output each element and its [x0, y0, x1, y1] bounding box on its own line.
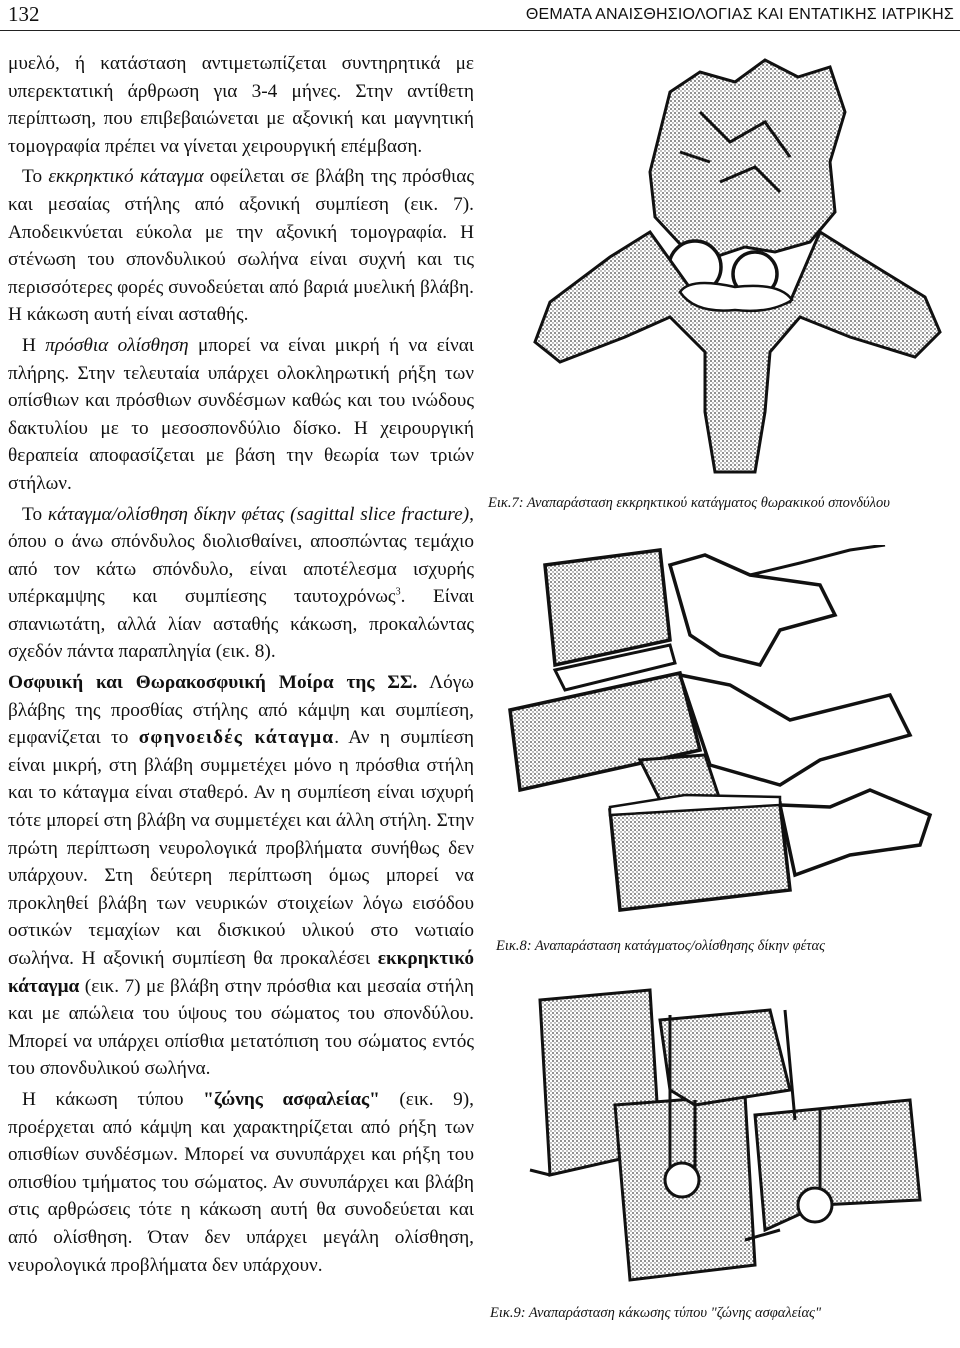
term-anterior-slip: πρόσθια ολίσθηση	[45, 334, 189, 356]
figure-7-caption: Εικ.7: Αναπαράσταση εκκρηκτικού κατάγματος θωρακικού σπονδύλου	[488, 495, 890, 511]
paragraph-lumbar: Οσφυική και Θωρακοσφυική Μοίρα της ΣΣ. Λόγω βλάβης της προσθίας στήλης από κάμψη και συμπίεση, εμφανίζεται το σφηνοειδές κάταγμα. Αν η συμπίεση είναι μικρή, στη βλάβη συμμετέχει μόνο η πρόσθια στήλη και το κάταγμα είναι σταθερό. Αν η συμπίεση είναι ισχυρή τότε μπορεί στη βλάβη να συμμετέχει και άλλη στήλη. Στην πρώτη περίπτωση νευρολογικά προβλήματα συνήθως δεν υπάρχουν. Στη δεύτερη περίπτωση όμως μπορεί να προκληθεί βλάβη των νευρικών στοιχείων λόγω εισόδου οστικών τεμαχίων και δισκικού υλικού στο νωτιαίο σωλήνα. Η αξονική συμπίεση θα προκαλέσει εκκρηκτικό κάταγμα (εικ. 7) με βλάβη στην πρόσθια και μεσαία στήλη και με απώλεια του ύψους του σώματος του σπονδύλου. Μπορεί να υπάρχει οπίσθια μετατόπιση του σώματος εντός του σπονδυλικού σωλήνα.	[8, 672, 475, 1080]
slice-fracture-drawing	[490, 545, 940, 930]
paragraph-slice-fracture: Το κάταγμα/ολίσθηση δίκην φέτας (sagittal slice fracture), όπου ο άνω σπόνδυλος διολισθαίνει, αποσπώντας τεμάχιο από τον κάτω σπόνδυλο, είναι αποτέλεσμα ισχυρής υπέρκαμψης και συμπίεσης ταυτοχρόνως$^3$. Είναι σπανιωτάτη, αλλά λίαν ασταθής κάκωση, προκαλώντας σχεδόν πάντα παραπληγία (εικ. 8).	[8, 503, 474, 663]
page-number: 132	[8, 2, 40, 26]
figure-7-vertebra-axial	[530, 52, 950, 477]
reference-superscript: 3	[395, 586, 401, 598]
term-seatbelt: "ζώνης ασφαλείας"	[203, 1088, 380, 1110]
figure-8-caption: Εικ.8: Αναπαράσταση κατάγματος/ολίσθησης δίκην φέτας	[496, 938, 825, 954]
lower-vertebra	[610, 803, 790, 910]
paragraph-anterior-slip: Η πρόσθια ολίσθηση μπορεί να είναι μικρή ή να είναι πλήρης. Στην τελευταία υπάρχει ολοκληρωτική ρήξη των οπίσθιων και πρόσθιων συνδέσμων καθώς και του ινώδους δακτυλίου με το μεσοσπονδύλιο δίσκο. Η χειρουργική θεραπεία αποφασίζεται με βάση την θεωρία των τριών στήλων.	[8, 334, 474, 494]
vertebra-axial-drawing	[530, 52, 950, 477]
paragraph-1: μυελό, ή κατάσταση αντιμετωπίζεται συντηρητικά με υπερεκτατική άρθρωση για 3-4 μήνες. Στην αντίθετη περίπτωση, που επιβεβαιώνεται με αξονική και μαγνητική τομογραφία πρέπει να γίνεται χειρουργική επέμβαση.	[8, 53, 474, 157]
spinal-canal	[680, 283, 792, 311]
page-header	[0, 0, 960, 31]
figure-9-seatbelt-injury	[520, 980, 940, 1300]
posterior-elements-upper	[660, 1010, 790, 1105]
paragraph-burst-fracture: Το εκκρηκτικό κάταγμα οφείλεται σε βλάβη της πρόσθιας και μεσαίας στήλης από αξονική συμπίεση (εικ. 7). Αποδεικνύεται εύκολα με την αξονική τομογραφία. Η στένωση του σπονδυλικού σωλήνα είναι συχνή και τις περισσότερες φορές συνοδεύεται από βαριά μυελική βλάβη. Η κάκωση αυτή είναι ασταθής.	[8, 166, 474, 326]
posterior-elements-lower	[755, 1100, 920, 1230]
articular-process	[665, 1163, 699, 1197]
term-wedge-fracture: σφηνοειδές κάταγμα	[138, 727, 335, 749]
section-heading-lumbar: Οσφυική και Θωρακοσφυική Μοίρα της ΣΣ.	[8, 672, 418, 694]
running-title: ΘΕΜΑΤΑ ΑΝΑΙΣΘΗΣΙΟΛΟΓΙΑΣ ΚΑΙ ΕΝΤΑΤΙΚΗΣ ΙΑΤΡΙΚΗΣ	[525, 6, 954, 23]
term-slice-fracture: κάταγμα/ολίσθηση δίκην φέτας (sagittal slice fracture)	[47, 503, 470, 525]
vertebral-body	[650, 60, 845, 257]
term-burst-fracture: εκκρηκτικό κάταγμα	[48, 166, 204, 188]
figure-8-slice-fracture	[490, 545, 940, 930]
paragraph-seatbelt: Η κάκωση τύπου "ζώνης ασφαλείας" (εικ. 9), προέρχεται από κάμψη και χαρακτηρίζεται από ρήξη των οπισθίων συνδέσμων. Μπορεί να συνυπάρχει και ρήξη του οπισθίου τμήματος του σώματος. Αν συνυπάρχει και βλάβη στις αρθρώσεις τότε η κάκωση αυτή θα συνοδεύεται και από ολίσθηση. Όταν δεν υπάρχει μεγάλη ολίσθηση, νευρολογικά προβλήματα δεν υπάρχουν.	[8, 1088, 474, 1276]
term-burst-fracture-bold: εκκρηκτικό κάταγμα	[8, 948, 474, 997]
body-text-column	[8, 50, 474, 1282]
seatbelt-injury-drawing	[520, 980, 940, 1300]
figure-9-caption: Εικ.9: Αναπαράσταση κάκωσης τύπου "ζώνης ασφαλείας"	[490, 1305, 822, 1321]
